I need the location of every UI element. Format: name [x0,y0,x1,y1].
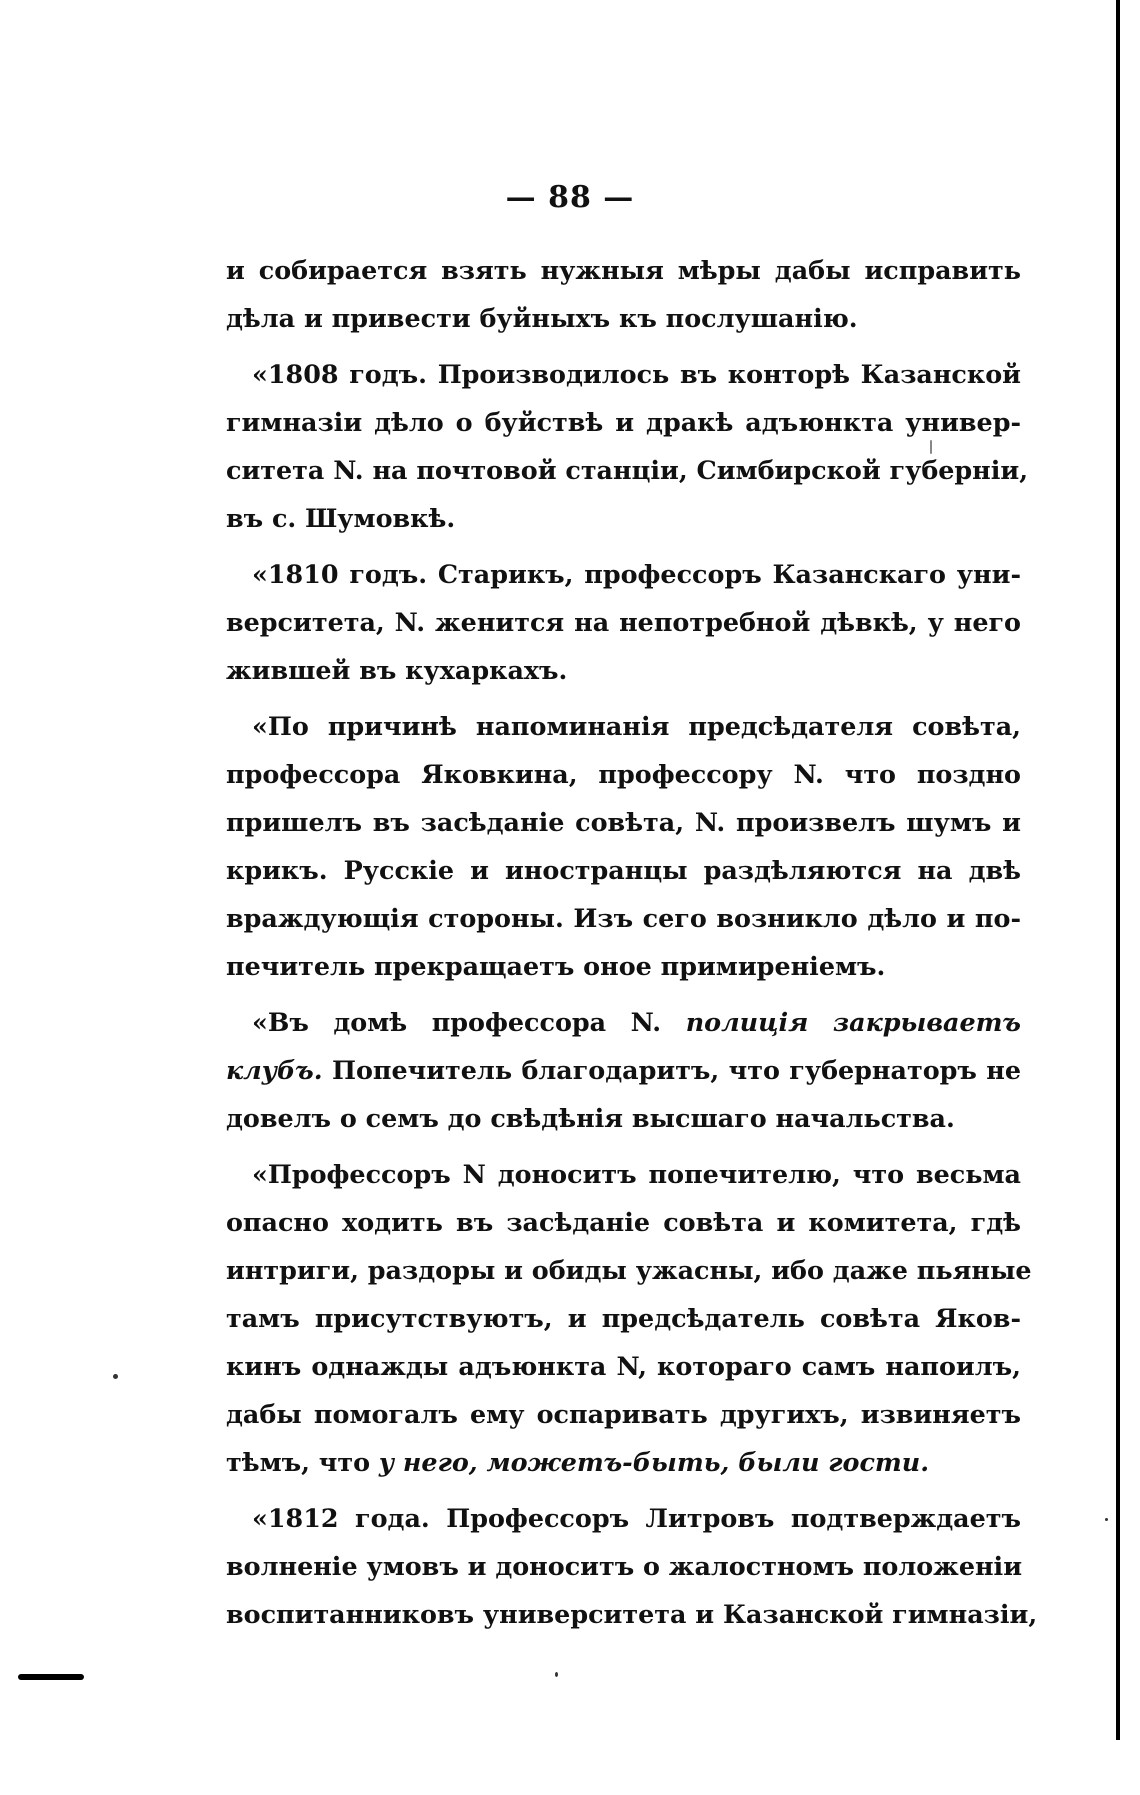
text-line [226,1094,1021,1142]
text-run: волненіе умовъ и доноситъ о жалостномъ положеніи [226,1551,1023,1581]
text-line [226,998,1021,1046]
italic-text: клубъ. [226,1055,323,1085]
italic-text: у него, можетъ-быть, были гости. [378,1447,930,1477]
text-line [226,1150,1021,1198]
text-line [226,1046,1021,1094]
text-run: тамъ присутствуютъ, и предсѣдатель совѣта Яков- [226,1303,1021,1333]
scan-speck [113,1374,118,1379]
text-run: Попечитель благодаритъ, что губернаторъ не [322,1055,1021,1085]
scan-speck [555,1672,558,1677]
text-run: интриги, раздоры и обиды ужасны, ибо даже пьяные [226,1255,1032,1285]
text-run: и собирается взять нужныя мѣры дабы исправить [226,255,1021,285]
page-body-text [226,246,1038,1638]
text-run: «По причинѣ напоминанія предсѣдателя совѣта, [252,711,1021,741]
text-run: «Въ домѣ профессора N. [252,1007,686,1037]
text-run: крикъ. Русскіе и иностранцы раздѣляются на двѣ [226,855,1021,885]
text-run: довелъ о семъ до свѣдѣнія высшаго начальства. [226,1103,955,1133]
scan-mark [18,1674,84,1680]
text-run: «Профессоръ N доноситъ попечителю, что весьма [252,1159,1021,1189]
text-line [226,1294,1021,1342]
text-line [226,294,1021,342]
text-line [226,750,1021,798]
text-line [226,446,1029,494]
page-number: — 88 — [505,180,635,215]
page-edge-scan-line [1116,0,1120,1740]
text-run: враждующія стороны. Изъ сего возникло дѣло и по- [226,903,1021,933]
text-run: печитель прекращаетъ оное примиреніемъ. [226,951,886,981]
text-run: пришелъ въ засѣданіе совѣта, N. произвелъ шумъ и [226,807,1021,837]
text-line [226,1198,1021,1246]
text-line [226,846,1021,894]
text-run: дабы помогалъ ему оспаривать другихъ, извиняетъ [226,1399,1021,1429]
text-run: дѣла и привести буйныхъ къ послушанію. [226,303,858,333]
text-line [226,1590,1038,1638]
text-run: гимназіи дѣло о буйствѣ и дракѣ адъюнкта универ- [226,407,1021,437]
text-line [226,646,1021,694]
text-line [226,398,1021,446]
text-run: профессора Яковкина, профессору N. что поздно [226,759,1021,789]
text-line [226,246,1021,294]
text-run: верситета, N. женится на непотребной дѣвкѣ, у него [226,607,1021,637]
text-run: тѣмъ, что [226,1447,379,1477]
text-line [226,1438,1021,1486]
text-run: ситета N. на почтовой станціи, Симбирской губерніи, [226,455,1029,485]
text-line [226,1342,1021,1390]
text-line [226,1246,1032,1294]
text-run: въ с. Шумовкѣ. [226,503,456,533]
text-line [226,1390,1021,1438]
text-run: «1810 годъ. Старикъ, профессоръ Казанскаго уни- [252,559,1021,589]
scan-speck [1105,1518,1108,1521]
text-run: «1812 года. Профессоръ Литровъ подтверждаетъ [252,1503,1021,1533]
italic-text: полиція закрываетъ [685,1007,1021,1037]
text-line [226,702,1021,750]
text-run: воспитанниковъ университета и Казанской гимназіи, [226,1599,1038,1629]
text-line [226,1542,1021,1590]
text-line [226,894,1021,942]
text-line [226,598,1021,646]
text-line [226,1494,1021,1542]
text-run: опасно ходить въ засѣданіе совѣта и комитета, гдѣ [226,1207,1021,1237]
text-line [226,942,1021,990]
text-run: кинъ однажды адъюнкта N, котораго самъ напоилъ, [226,1351,1021,1381]
text-run: «1808 годъ. Производилось въ конторѣ Казанской [252,359,1021,389]
text-line [226,494,1021,542]
text-run: жившей въ кухаркахъ. [226,655,568,685]
text-line [226,798,1021,846]
text-line [226,550,1021,598]
text-line [226,350,1021,398]
